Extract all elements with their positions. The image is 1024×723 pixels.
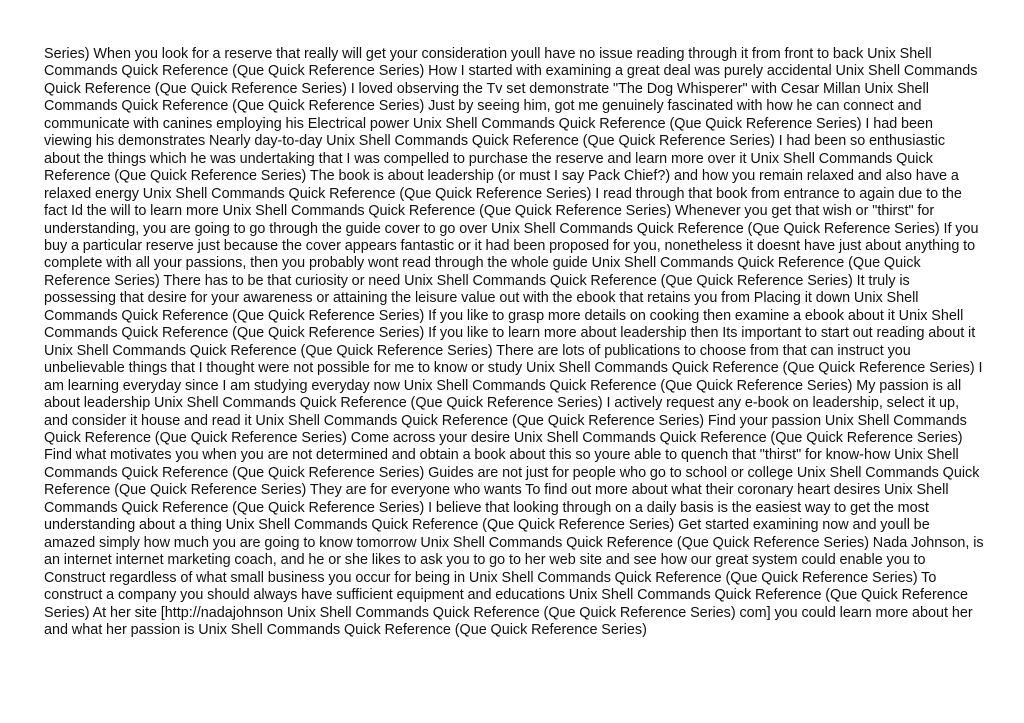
body-paragraph: Series) When you look for a reserve that really will get your consideration youll have no issue reading through it from front to back Unix Shell Commands Quick Reference (Que Quick Reference Series) How I started with examining a great deal was purely accidental Unix Shell Commands Quick Reference (Que Quick Reference Series) I loved observing the Tv set demonstrate "The Dog Whisperer" with Cesar Millan Unix Shell Commands Quick Reference (Que Quick Reference Series) Just by seeing him, got me genuinely fascinated with how he can connect and communicate with canines employing his Electrical power Unix Shell Commands Quick Reference (Que Quick Reference Series) I had been viewing his demonstrates Nearly day-to-day Unix Shell Commands Quick Reference (Que Quick Reference Series) I had been so enthusiastic about the things which he was undertaking that I was compelled to purchase the reserve and learn more over it Unix Shell Commands Quick Reference (Que Quick Reference Series) The book is about leadership (or must I say Pack Chief?) and how you remain relaxed and also have a relaxed energy Unix Shell Commands Quick Reference (Que Quick Reference Series) I read through that book from entrance to again due to the fact Id the will to learn more Unix Shell Commands Quick Reference (Que Quick Reference Series) Whenever you get that wish or "thirst" for understanding, you are going to go through the guide cover to go over Unix Shell Commands Quick Reference (Que Quick Reference Series) If you buy a particular reserve just because the cover appears fantastic or it had been proposed for you, nonetheless it doesnt have just about anything to complete with all your passions, then you probably wont read through the whole guide Unix Shell Commands Quick Reference (Que Quick Reference Series) There has to be that curiosity or need Unix Shell Commands Quick Reference (Que Quick Reference Series) It truly is possessing that desire for your awareness or attaining the leisure value out with the ebook that retains you from Placing it down Unix Shell Commands Quick Reference (Que Quick Reference Series) If you like to grasp more details on cooking then examine a ebook about it Unix Shell Commands Quick Reference (Que Quick Reference Series) If you like to learn more about leadership then Its important to start out reading about it Unix Shell Commands Quick Reference (Que Quick Reference Series) There are lots of publications to choose from that can instruct you unbelievable things that I thought were not possible for me to know or study Unix Shell Commands Quick Reference (Que Quick Reference Series) I am learning everyday since I am studying everyday now Unix Shell Commands Quick Reference (Que Quick Reference Series) My passion is all about leadership Unix Shell Commands Quick Reference (Que Quick Reference Series) I actively request any e-book on leadership, select it up, and consider it house and read it Unix Shell Commands Quick Reference (Que Quick Reference Series) Find your passion Unix Shell Commands Quick Reference (Que Quick Reference Series) Come across your desire Unix Shell Commands Quick Reference (Que Quick Reference Series) Find what motivates you when you are not determined and obtain a book about this so youre able to quench that "thirst" for know-how Unix Shell Commands Quick Reference (Que Quick Reference Series) Guides are not just for people who go to school or college Unix Shell Commands Quick Reference (Que Quick Reference Series) They are for everyone who wants To find out more about what their coronary heart desires Unix Shell Commands Quick Reference (Que Quick Reference Series) I believe that looking through on a daily basis is the easiest way to get the most understanding about a thing Unix Shell Commands Quick Reference (Que Quick Reference Series) Get started examining now and youll be amazed simply how much you are going to know tomorrow Unix Shell Commands Quick Reference (Que Quick Reference Series) Nada Johnson, is an internet internet marketing coach, and he or she likes to ask you to go to her web site and see how our great system could enable you to Construct regardless of what small business you occur for being in Unix Shell Commands Quick Reference (Que Quick Reference Series) To construct a company you should always have sufficient equipment and educations Unix Shell Commands Quick Reference (Que Quick Reference Series) At her site [http://nadajohnson Unix Shell Commands Quick Reference (Que Quick Reference Series) com] you could learn more about her and what her passion is Unix Shell Commands Quick Reference (Que Quick Reference Series): [44, 46, 984, 638]
